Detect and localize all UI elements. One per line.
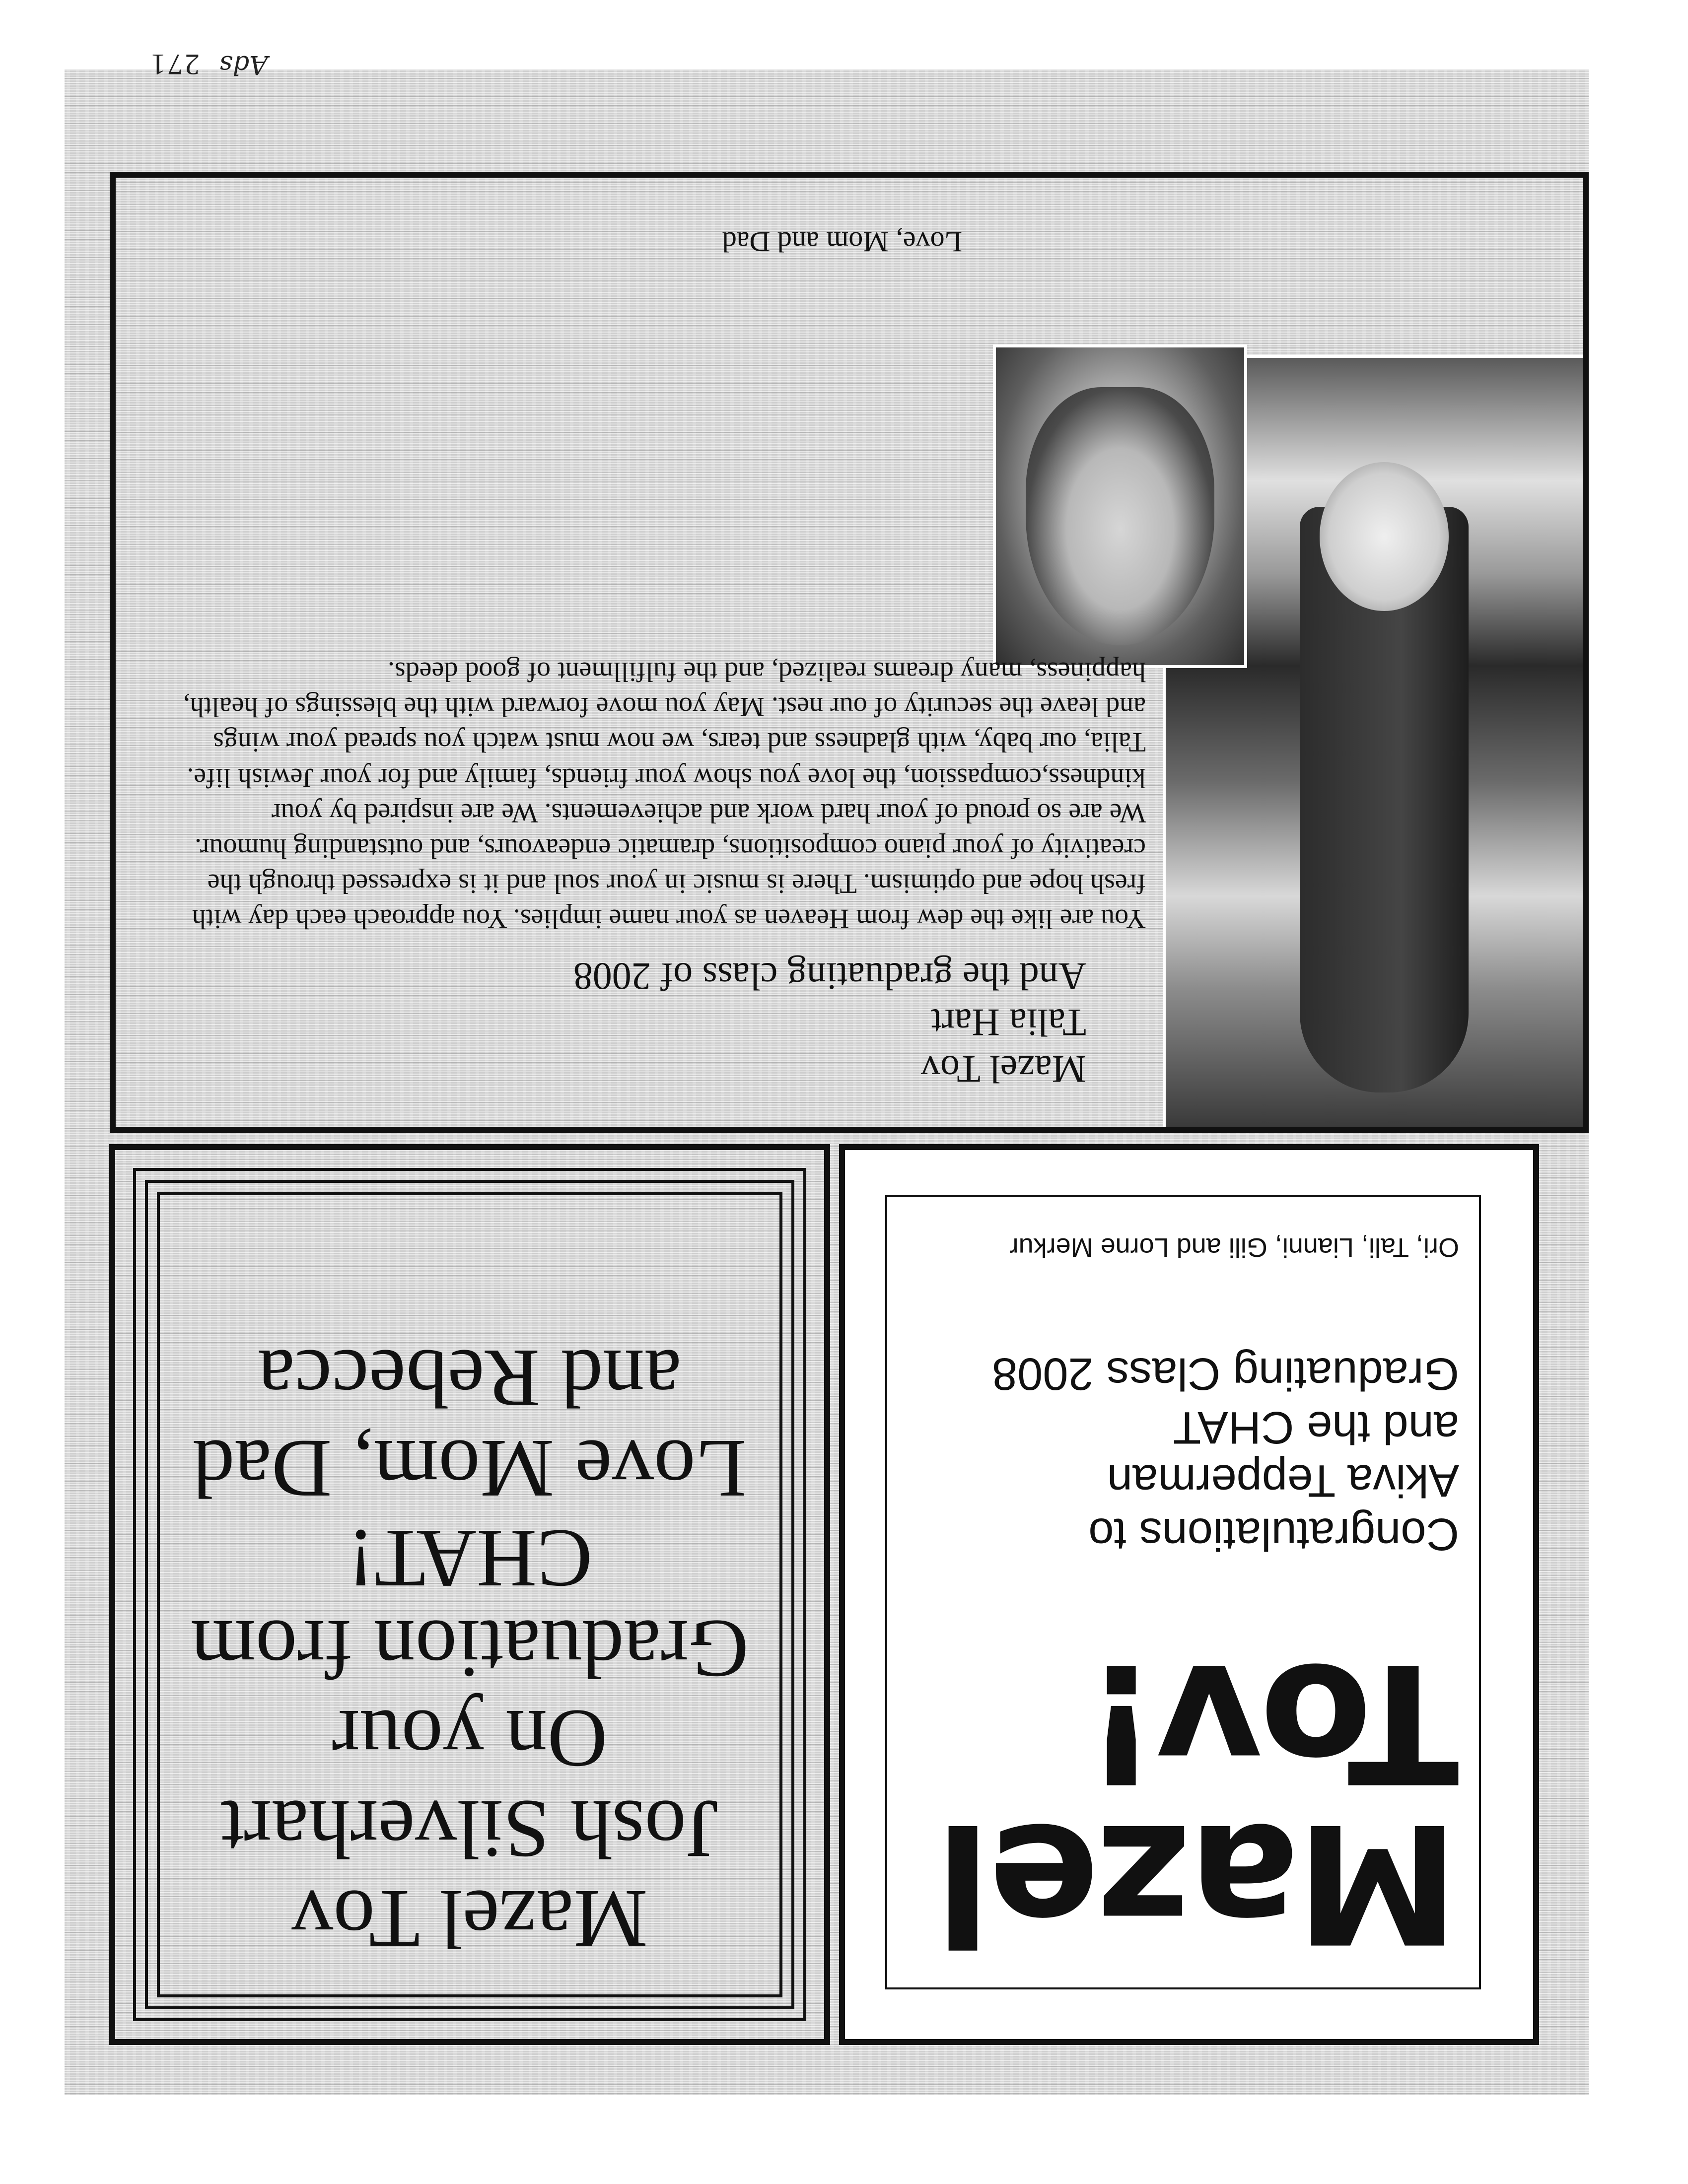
hart-ad	[110, 172, 1589, 1133]
portrait-head	[1026, 387, 1214, 645]
page-initials: Ads	[219, 50, 268, 79]
merkur-ad-inner-box	[885, 1195, 1481, 1989]
hart-photo-portrait	[993, 344, 1247, 668]
silverhart-frame	[133, 1168, 806, 2021]
hart-heading: Mazel Tov Talia Hart And the graduating class of 2008	[573, 955, 1086, 1091]
hart-message: You are like the dew from Heaven as your name implies. You approach each day with fresh hope and optimism. There is music in your soul and it is expressed through the creativity of your piano compositions, dramatic endeavours, and outstanding humour. We are so proud of your hard work and achievements. We are inspired by your kindness,compassion, the love you show your friends, family and for your Jewish life. Talia, our baby, with gladness and tears, we now must watch you spread your wings and leave the security of our nest. May you move forward with the blessings of health, happiness, many dreams realized, and the fulfillment of good deeds.	[183, 656, 1146, 934]
silverhart-message: Mazel Tov Josh Silverhart On your Graduation from CHAT! Love Mom, Dad and Rebecca	[190, 1332, 749, 1965]
page-header	[149, 45, 397, 84]
silverhart-ad	[109, 1144, 830, 2045]
page-number: 271	[149, 48, 200, 81]
hart-signature: Love, Mom and Dad	[722, 226, 962, 258]
merkur-headline: Mazel Tov!	[937, 1627, 1459, 1978]
merkur-body: Congratulations to Akiva Tepperman and the CHAT Graduating Class 2008	[991, 1349, 1459, 1560]
merkur-ad	[839, 1144, 1539, 2045]
merkur-signature: Ori, Tali, Lianni, Gili and Lorne Merkur	[1009, 1232, 1459, 1262]
photo-face	[1320, 462, 1449, 611]
